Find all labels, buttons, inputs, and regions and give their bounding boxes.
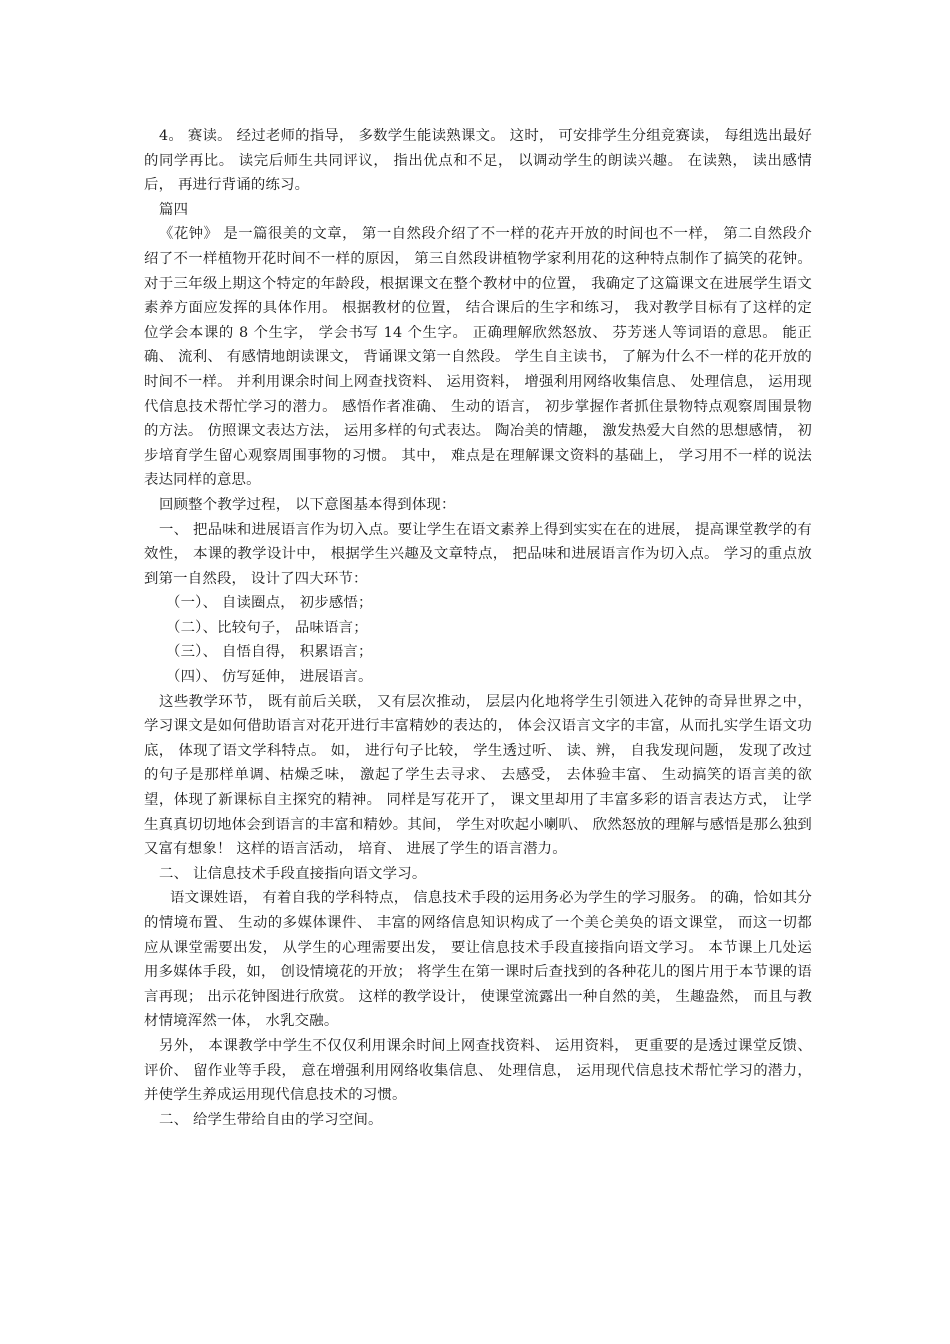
paragraph: 这些教学环节， 既有前后关联， 又有层次推动， 层层内化地将学生引领进入花钟的奇异世界之中， 学习课文是如何借助语言对花开进行丰富精妙的表达的， 体会汉语言文字的丰富，从而扎实学生语文功底， 体现了语文学科特点。 如， 进行句子比较， 学生透过听、 读、辨， 自我发现问题， 发现了改过的句子是那样单调、枯燥乏味， 激起了学生去寻求、 去感受， 去体验丰富、 生动搞笑的语言美的欲望，体现了新课标自主探究的精神。 同样是写花开了， 课文里却用了丰富多彩的语言表达方式， 让学生真真切切地体会到语言的丰富和精妙。其间， 学生对吹起小喇叭、 欣然怒放的理解与感悟是那么独到又富有想象！ 这样的语言活动， 培育、 进展了学生的语言潜力。 [144, 693, 812, 858]
list-item: （三）、 自悟自得， 积累语言； [166, 644, 373, 661]
paragraph: 语文课姓语， 有着自我的学科特点， 信息技术手段的运用务必为学生的学习服务。 的确，恰如其分的情境布置、 生动的多媒体课件、 丰富的网络信息知识构成了一个美仑美奂的语文课堂， 而这一切都应从课堂需要出发， 从学生的心理需要出发， 要让信息技术手段直接指向语文学习。 本节课上几处运用多媒体手段，如， 创设情境花的开放； 将学生在第一课时后查找到的各种花儿的图片用于本节课的语言再现； 出示花钟图进行欣赏。 这样的教学设计， 使课堂流露出一种自然的美， 生趣盎然， 而且与教材情境浑然一体， 水乳交融。 [144, 890, 812, 1030]
list-item: （一）、 自读圈点， 初步感悟； [166, 595, 373, 612]
list-item: （四）、 仿写延伸， 进展语言。 [166, 669, 373, 686]
paragraph: 《花钟》 是一篇很美的文章， 第一自然段介绍了不一样的花卉开放的时间也不一样， 第二自然段介绍了不一样植物开花时间不一样的原因， 第三自然段讲植物学家利用花的这种特点制作了搞笑的花钟。 对于三年级上期这个特定的年龄段，根据课文在整个教材中的位置， 我确定了这篇课文在进展学生语文素养方面应发挥的具体作用。 根据教材的位置， 结合课后的生字和练习， 我对教学目标有了这样的定位学会本课的 8 个生字， 学会书写 14 个生字。 正确理解欣然怒放、 芬芳迷人等词语的意思。 能正确、 流利、 有感情地朗读课文， 背诵课文第一自然段。 学生自主读书， 了解为什么不一样的花开放的时间不一样。 并利用课余时间上网查找资料、 运用资料， 增强利用网络收集信息、 处理信息， 运用现代信息技术帮忙学习的潜力。 感悟作者准确、 生动的语言， 初步掌握作者抓住景物特点观察周围景物的方法。 仿照课文表达方法， 运用多样的句式表达。 陶冶美的情趣， 激发热爱大自然的思想感情， 初步培育学生留心观察周围事物的习惯。 其中， 难点是在理解课文资料的基础上， 学习用不一样的说法表达同样的意思。 [144, 226, 812, 489]
paragraph: 4。 赛读。 经过老师的指导， 多数学生能读熟课文。 这时， 可安排学生分组竞赛读， 每组选出最好的同学再比。 读完后师生共同评议， 指出优点和不足， 以调动学生的朗读兴趣。 在读熟， 读出感情后， 再进行背诵的练习。 [144, 128, 812, 194]
paragraph: 一、 把品味和进展语言作为切入点。要让学生在语文素养上得到实实在在的进展， 提高课堂教学的有效性， 本课的教学设计中， 根据学生兴趣及文章特点， 把品味和进展语言作为切入点。 学习的重点放到第一自然段， 设计了四大环节： [144, 521, 812, 587]
paragraph: 回顾整个教学过程， 以下意图基本得到体现： [159, 496, 456, 513]
list-item: （二）、比较句子， 品味语言； [166, 619, 368, 636]
section-heading: 二、 给学生带给自由的学习空间。 [159, 1111, 383, 1128]
paragraph: 另外， 本课教学中学生不仅仅利用课余时间上网查找资料、 运用资料， 更重要的是透过课堂反馈、 评价、 留作业等手段， 意在增强利用网络收集信息、 处理信息， 运用现代信息技术帮忙学习的潜力， 并使学生养成运用现代信息技术的习惯。 [144, 1037, 812, 1104]
section-heading: 二、 让信息技术手段直接指向语文学习。 [159, 865, 427, 882]
document-body [144, 124, 812, 1132]
section-heading: 篇四 [159, 201, 189, 218]
